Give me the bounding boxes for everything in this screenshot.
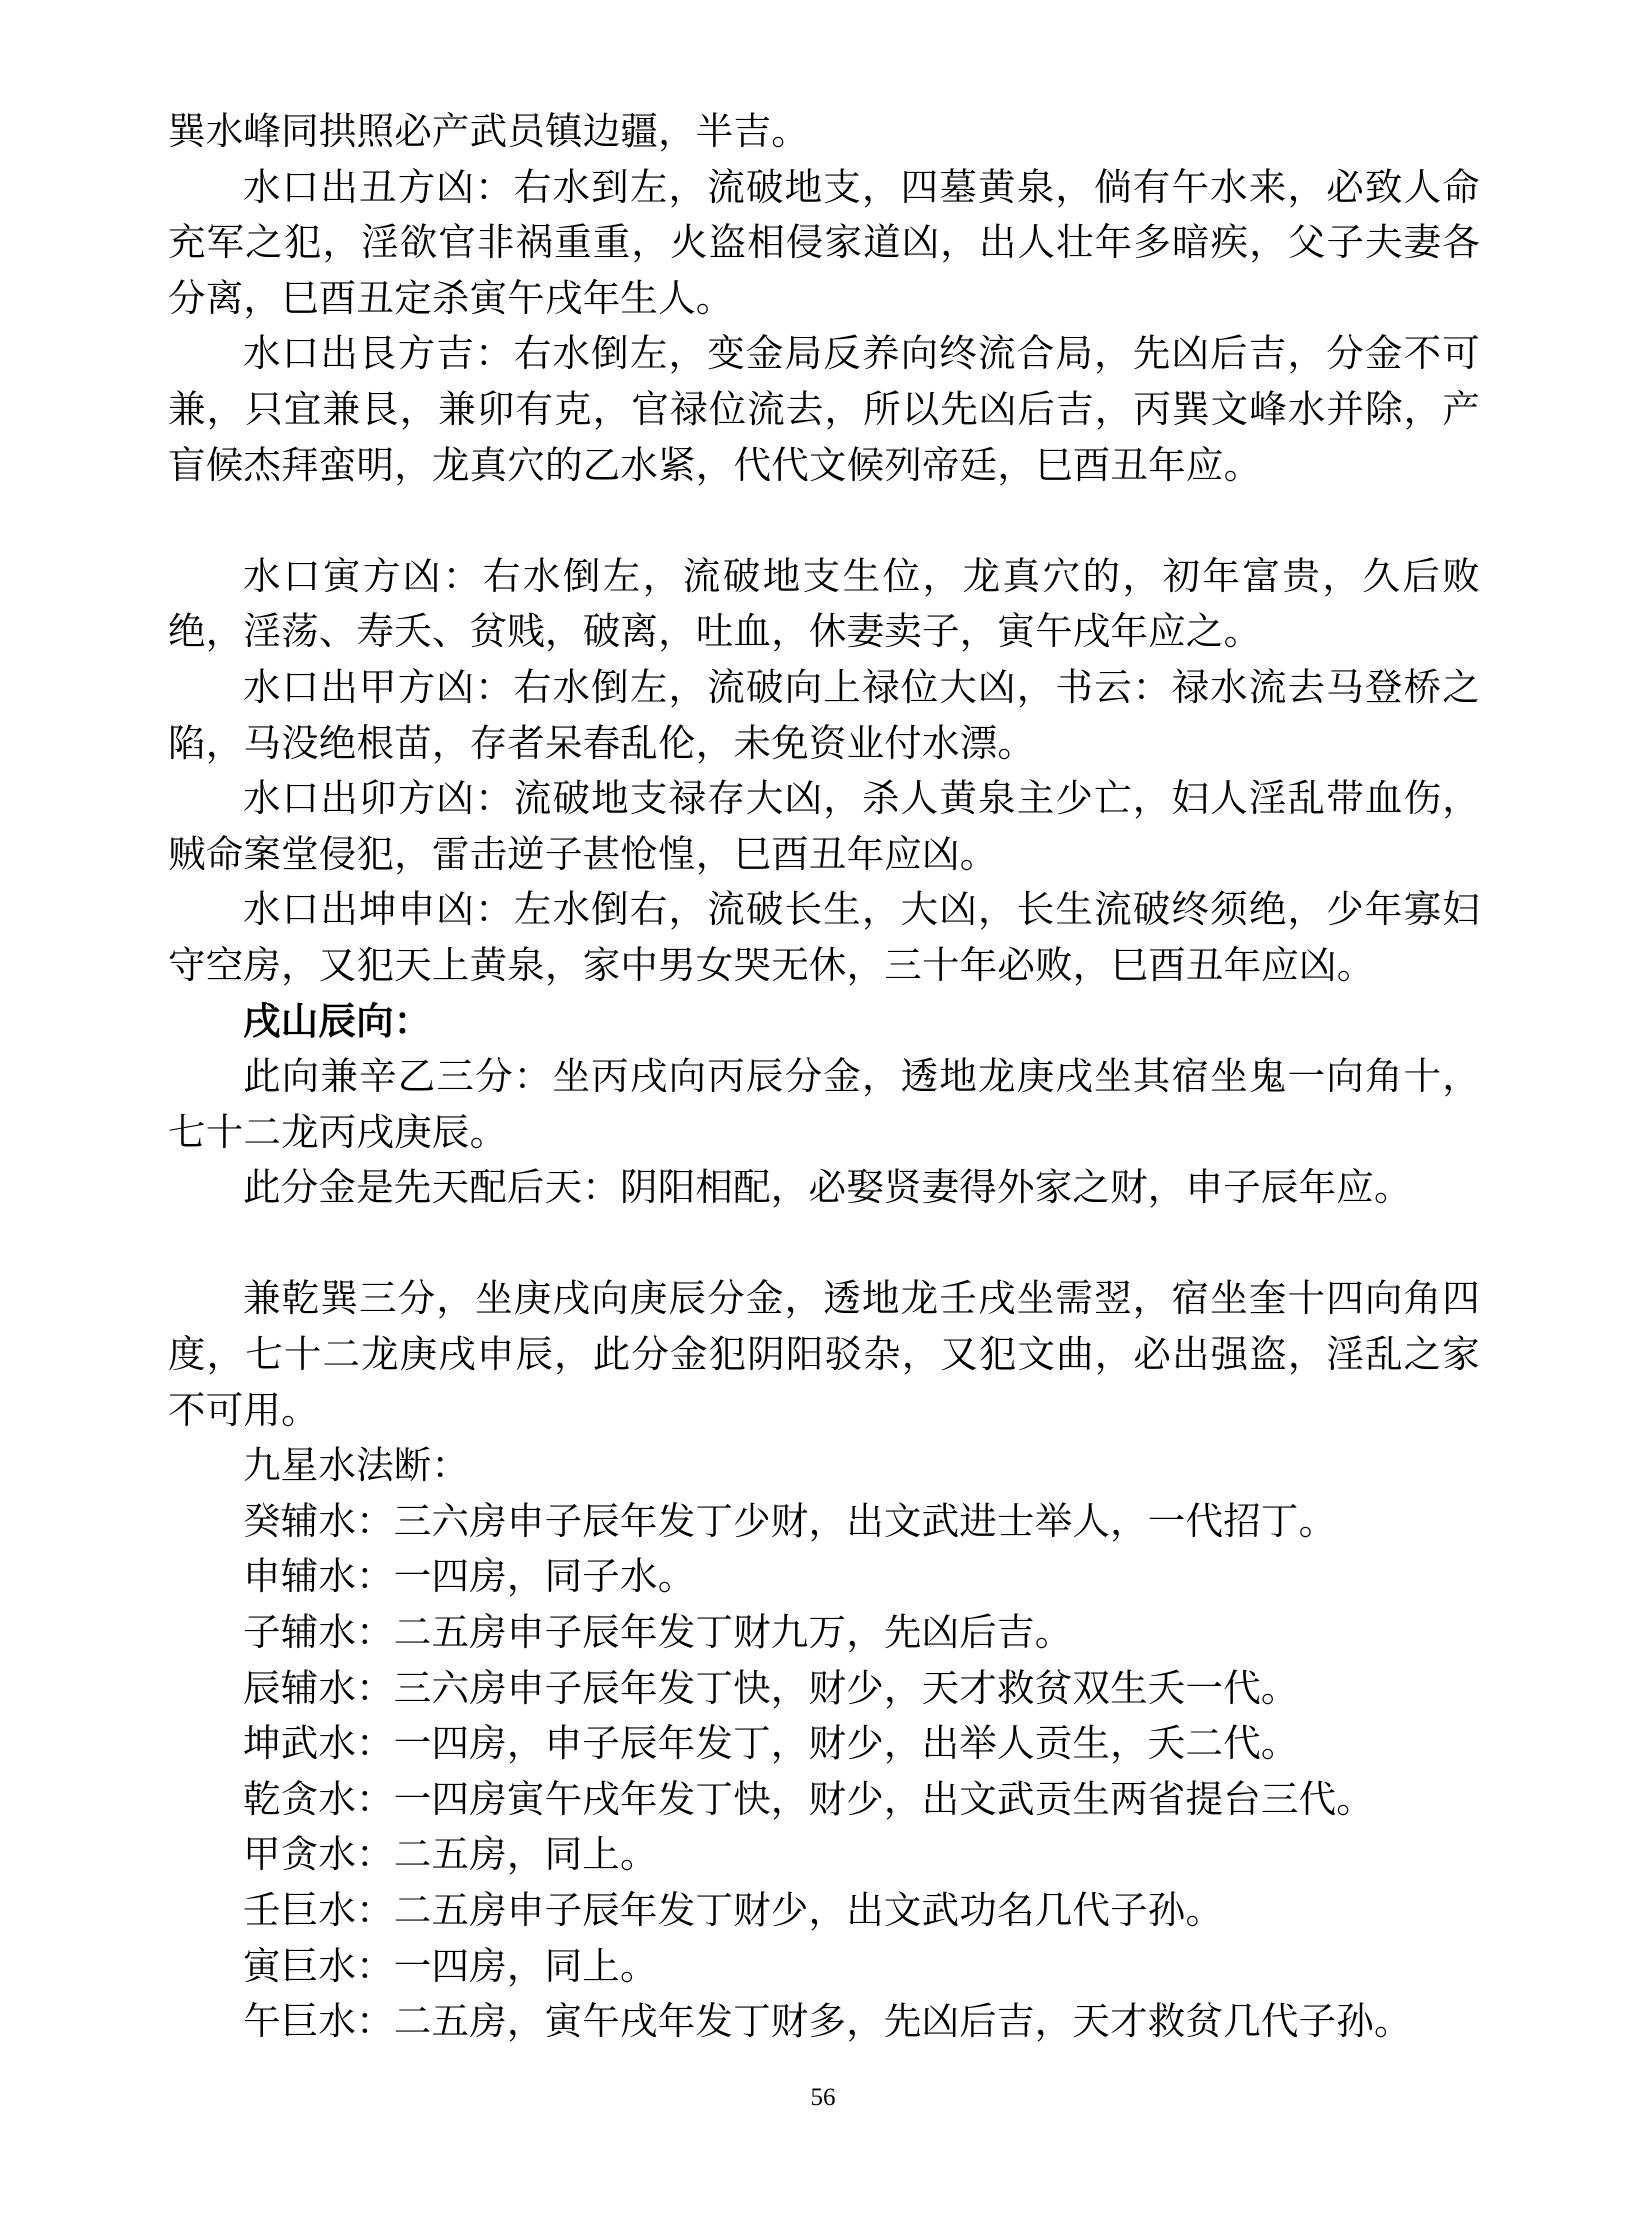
list-item-gui-fu-shui: 癸辅水：三六房申子辰年发丁少财，出文武进士举人，一代招丁。 [243,1498,1337,1543]
paragraph-jianqianxun: 兼乾巽三分，坐庚戌向庚辰分金，透地龙壬戌坐需翌，宿坐奎十四向角四度，七十二龙庚戌申辰，此分金犯阴阳驳杂，又犯文曲，必出强盗，淫乱之家不可用。 [168,1276,1480,1432]
section-heading-xushan-chenxiang: 戌山辰向： [243,998,432,1043]
paragraph-cixiang-jianxinyi: 此向兼辛乙三分：坐丙戌向丙辰分金，透地龙庚戌坐其宿坐鬼一向角十，七十二龙丙戌庚辰。 [168,1054,1480,1154]
list-item-zi-fu-shui: 子辅水：二五房申子辰年发丁财九万，先凶后吉。 [243,1610,1073,1655]
paragraph-shuikou-kunshen: 水口出坤申凶：左水倒右，流破长生，大凶，长生流破终须绝，少年寡妇守空房，又犯天上黄泉，家中男女哭无休，三十年必败，巳酉丑年应凶。 [168,887,1480,987]
list-item-kun-wu-shui: 坤武水：一四房，申子辰年发丁，财少，出举人贡生，夭二代。 [243,1721,1299,1766]
list-item-wu-ju-shui: 午巨水：二五房，寅午戌年发丁财多，先凶后吉，天才救贫几代子孙。 [243,1999,1412,2044]
paragraph-shuikou-chou: 水口出丑方凶：右水到左，流破地支，四墓黄泉，倘有午水来，必致人命充军之犯，淫欲官非祸重重，火盗相侵家道凶，出人壮年多暗疾，父子夫妻各分离，巳酉丑定杀寅午戌年生人。 [168,164,1480,320]
paragraph-line: 巽水峰同拱照必产武员镇边疆，半吉。 [168,109,809,153]
paragraph-jiuxing-shuifa-heading: 九星水法断： [243,1443,470,1488]
paragraph-shuikou-jia: 水口出甲方凶：右水倒左，流破向上禄位大凶，书云：禄水流去马登桥之陷，马没绝根苗，存者呆春乱伦，未免资业付水漂。 [168,664,1480,765]
paragraph-spacer [168,1216,1480,1272]
paragraph-shuikou-gen: 水口出艮方吉：右水倒左，变金局反养向终流合局，先凶后吉，分金不可兼，只宜兼艮，兼卯有克，官禄位流去，所以先凶后吉，丙巽文峰水并除，产盲候杰拜蛮明，龙真穴的乙水紧，代代文候列帝廷，巳酉丑年应。 [168,331,1480,487]
paragraph-spacer [168,493,1480,549]
list-item-chen-fu-shui: 辰辅水：三六房申子辰年发丁快，财少，天才救贫双生夭一代。 [243,1665,1299,1710]
list-item-jia-tan-shui: 甲贪水：二五房，同上。 [243,1832,658,1877]
paragraph-shuikou-mao: 水口出卯方凶：流破地支禄存大凶，杀人黄泉主少亡，妇人淫乱带血伤，贼命案堂侵犯，雷击逆子甚怆惶，巳酉丑年应凶。 [168,776,1480,876]
list-item-yin-ju-shui: 寅巨水：一四房，同上。 [243,1943,658,1988]
list-item-ren-ju-shui: 壬巨水：二五房申子辰年发丁财少，出文武功名几代子孙。 [243,1888,1224,1932]
paragraph-shuikou-yin: 水口寅方凶：右水倒左，流破地支生位，龙真穴的，初年富贵，久后败绝，淫荡、寿夭、贫贱，破离，吐血，休妻卖子，寅午戌年应之。 [168,553,1480,654]
page-number: 56 [810,2084,836,2111]
body-text-column [168,104,1480,2050]
list-item-qian-tan-shui: 乾贪水：一四房寅午戌年发丁快，财少，出文武贡生两省提台三代。 [243,1776,1374,1821]
list-item-shen-fu-shui: 申辅水：一四房，同子水。 [243,1554,696,1599]
paragraph-cifenjin-xiantian: 此分金是先天配后天：阴阳相配，必娶贤妻得外家之财，申子辰年应。 [243,1165,1412,1210]
